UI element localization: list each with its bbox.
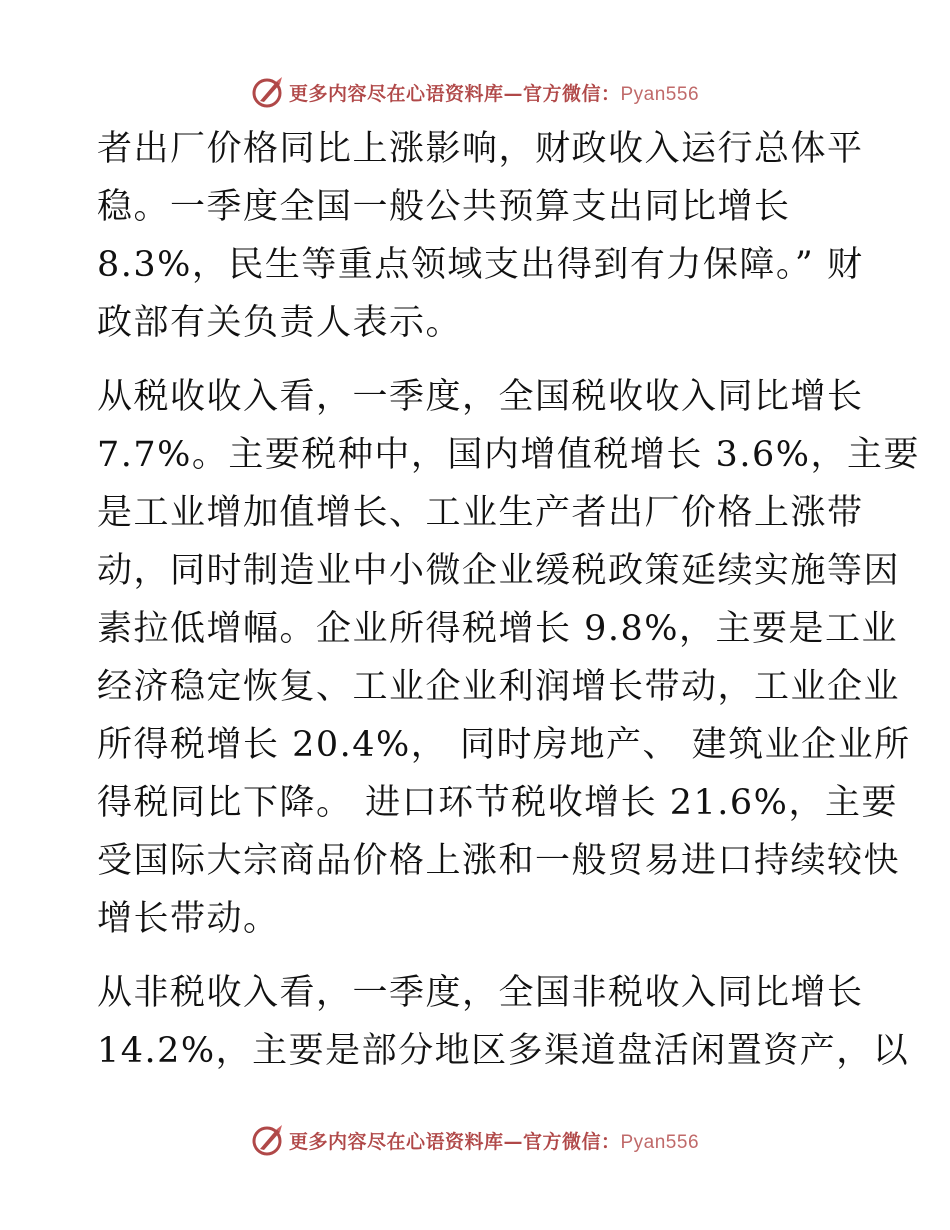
text-line: 素拉低增幅。企业所得税增长 9.8%，主要是工业 <box>97 609 899 649</box>
banner-wechat-id: Pyan556 <box>620 83 700 105</box>
document-body <box>97 120 920 1080</box>
text-line: 所得税增长 20.4%， 同时房地产、 建筑业企业所 <box>97 725 911 765</box>
banner-brand: 更多内容尽在心语资料库 <box>288 82 504 105</box>
banner-brand: 更多内容尽在心语资料库 <box>288 1130 504 1153</box>
banner-dash: — <box>503 1130 523 1153</box>
paragraph <box>97 120 887 352</box>
paragraph <box>97 368 920 948</box>
text-line: 动，同时制造业中小微企业缓税政策延续实施等因 <box>97 551 901 591</box>
text-line: 7.7%。主要税种中，国内增值税增长 3.6%，主要 <box>97 435 920 475</box>
banner-dash: — <box>503 82 523 105</box>
text-line: 增长带动。 <box>97 899 280 939</box>
text-line: 受国际大宗商品价格上涨和一般贸易进口持续较快 <box>97 841 901 881</box>
banner-wechat-id: Pyan556 <box>620 1131 700 1153</box>
text-line: 政部有关负责人表示。 <box>97 303 463 343</box>
banner-wechat-label: 官方微信： <box>522 1130 621 1153</box>
text-line: 者出厂价格同比上涨影响，财政收入运行总体平 <box>97 129 864 169</box>
text-line: 14.2%，主要是部分地区多渠道盘活闲置资产，以 <box>97 1031 910 1071</box>
header-banner <box>0 72 950 112</box>
quill-logo-icon <box>251 1123 285 1157</box>
paragraph <box>97 964 910 1080</box>
banner-text <box>289 1127 699 1154</box>
quill-logo-icon <box>251 75 285 109</box>
footer-banner <box>0 1120 950 1160</box>
text-line: 8.3%，民生等重点领域支出得到有力保障。” 财 <box>97 245 864 285</box>
text-line: 经济稳定恢复、工业企业利润增长带动，工业企业 <box>97 667 901 707</box>
text-line: 是工业增加值增长、工业生产者出厂价格上涨带 <box>97 493 864 533</box>
text-line: 得税同比下降。 进口环节税收增长 21.6%，主要 <box>97 783 898 823</box>
text-line: 稳。一季度全国一般公共预算支出同比增长 <box>97 187 791 227</box>
banner-text <box>289 79 699 106</box>
text-line: 从非税收入看，一季度，全国非税收入同比增长 <box>97 973 864 1013</box>
text-line: 从税收收入看，一季度，全国税收收入同比增长 <box>97 377 864 417</box>
banner-wechat-label: 官方微信： <box>522 82 621 105</box>
